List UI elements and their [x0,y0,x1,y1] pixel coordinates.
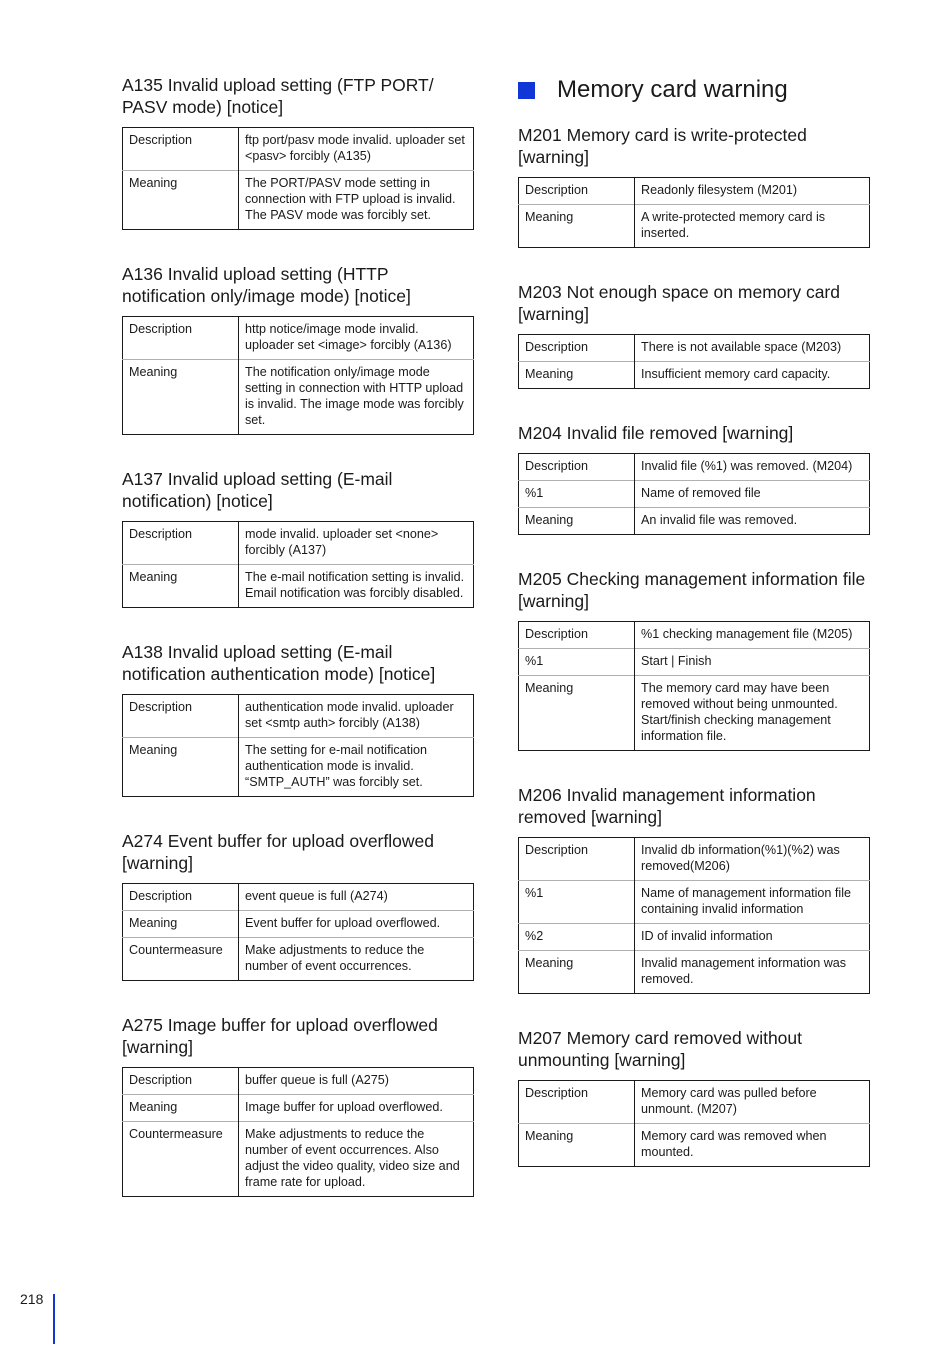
row-value: The memory card may have been removed without being unmounted. Start/finish checking management information file. [635,676,870,751]
message-table [518,1080,870,1167]
row-value: mode invalid. uploader set <none> forcibly (A137) [245,527,439,557]
table-row [519,335,870,362]
row-value: Name of removed file [635,481,870,508]
table-row [519,178,870,205]
row-value: Image buffer for upload overflowed. [239,1095,474,1122]
table-row [519,881,870,924]
row-label: Description [123,1068,239,1095]
row-label: Meaning [519,676,635,751]
entry-title: A138 Invalid upload setting (E-mail notification authentication mode) [notice] [122,642,436,684]
table-row [519,362,870,389]
row-label: %2 [519,924,635,951]
row-value: Memory card was pulled before unmount. (M207) [641,1086,817,1116]
row-value: Invalid file (%1) was removed. (M204) [641,459,853,473]
entry-title: M204 Invalid file removed [warning] [518,423,794,443]
message-table [518,334,870,389]
row-value: event queue is full (A274) [245,889,388,903]
row-label: Description [519,1081,635,1124]
row-label: Meaning [123,171,239,230]
entry-title: M205 Checking management information file [warning] [518,569,866,611]
section-a137 [122,468,474,608]
table-row [519,622,870,649]
table-row [123,565,474,608]
row-value: A write-protected memory card is inserted. [635,205,870,248]
table-row [123,128,474,171]
row-label: Description [519,622,635,649]
row-value: Event buffer for upload overflowed. [239,911,474,938]
entry-title: M207 Memory card removed without unmounting [warning] [518,1028,802,1070]
message-table [122,694,474,797]
entry-title: A135 Invalid upload setting (FTP PORT/ PASV mode) [notice] [122,75,434,117]
row-label: Description [519,335,635,362]
message-table [518,621,870,751]
row-value: Start | Finish [635,649,870,676]
row-label: Description [123,128,239,171]
row-label: Meaning [519,951,635,994]
table-row [519,508,870,535]
row-label: Meaning [519,508,635,535]
row-label: Description [123,695,239,738]
entry-title: A275 Image buffer for upload overflowed [warning] [122,1015,438,1057]
section-m207 [518,1027,870,1167]
entry-title: A136 Invalid upload setting (HTTP notification only/image mode) [notice] [122,264,411,306]
row-value: Readonly filesystem (M201) [641,183,798,197]
section-a135 [122,74,474,230]
table-row [123,938,474,981]
row-label: Description [123,884,239,911]
table-row [123,317,474,360]
message-table [122,521,474,608]
row-value: Name of management information file containing invalid information [635,881,870,924]
row-label: Description [519,454,635,481]
section-heading [518,76,870,104]
row-value: authentication mode invalid. uploader set <smtp auth> forcibly (A138) [245,700,454,730]
row-value: The setting for e-mail notification authentication mode is invalid. “SMTP_AUTH” was forcibly set. [239,738,474,797]
section-m205 [518,568,870,751]
message-table [518,837,870,994]
row-label: Countermeasure [123,1122,239,1197]
row-value: Make adjustments to reduce the number of event occurrences. [239,938,474,981]
section-m204 [518,422,870,535]
right-column [518,74,870,1167]
row-value: Invalid db information(%1)(%2) was removed(M206) [641,843,840,873]
table-row [519,951,870,994]
section-m206 [518,784,870,994]
table-row [519,481,870,508]
row-label: Meaning [519,1124,635,1167]
row-value: http notice/image mode invalid. uploader set <image> forcibly (A136) [245,322,452,352]
message-table [122,883,474,981]
table-row [519,454,870,481]
row-label: Meaning [123,565,239,608]
section-m203 [518,281,870,389]
message-table [122,1067,474,1197]
row-value: Make adjustments to reduce the number of event occurrences. Also adjust the video quality, video size and frame rate for upload. [239,1122,474,1197]
row-value: The PORT/PASV mode setting in connection with FTP upload is invalid. The PASV mode was forcibly set. [239,171,474,230]
row-label: Meaning [123,911,239,938]
row-label: Countermeasure [123,938,239,981]
message-table [518,453,870,535]
row-value: Memory card was removed when mounted. [635,1124,870,1167]
table-row [123,360,474,435]
entry-title: A137 Invalid upload setting (E-mail notification) [notice] [122,469,393,511]
table-row [123,1122,474,1197]
section-m201 [518,124,870,248]
table-row [123,911,474,938]
table-row [519,1124,870,1167]
table-row [123,171,474,230]
entry-title: M206 Invalid management information removed [warning] [518,785,816,827]
section-a275 [122,1014,474,1197]
table-row [519,205,870,248]
row-value: ID of invalid information [635,924,870,951]
table-row [519,649,870,676]
entry-title: A274 Event buffer for upload overflowed [warning] [122,831,434,873]
table-row [123,1068,474,1095]
section-a274 [122,830,474,981]
message-table [518,177,870,248]
section-heading-title: Memory card warning [557,76,788,103]
table-row [519,676,870,751]
section-a136 [122,263,474,435]
table-row [519,1081,870,1124]
row-value: There is not available space (M203) [641,340,842,354]
row-label: Description [123,317,239,360]
row-value: buffer queue is full (A275) [245,1073,389,1087]
table-row [123,738,474,797]
row-value: The notification only/image mode setting in connection with HTTP upload is invalid. The image mode was forcibly set. [239,360,474,435]
table-row [123,522,474,565]
table-row [519,924,870,951]
message-table [122,127,474,230]
table-row [123,884,474,911]
row-label: Description [519,178,635,205]
entry-title: M201 Memory card is write-protected [warning] [518,125,807,167]
message-table [122,316,474,435]
entry-title: M203 Not enough space on memory card [warning] [518,282,840,324]
row-label: Meaning [123,1095,239,1122]
row-label: Meaning [519,205,635,248]
row-value: Insufficient memory card capacity. [635,362,870,389]
row-label: Meaning [123,360,239,435]
row-value: The e-mail notification setting is invalid. Email notification was forcibly disabled. [239,565,474,608]
row-label: Description [123,522,239,565]
table-row [123,695,474,738]
table-row [519,838,870,881]
table-row [123,1095,474,1122]
left-column [122,74,474,1197]
row-value: %1 checking management file (M205) [641,627,853,641]
row-label: Meaning [519,362,635,389]
row-label: Meaning [123,738,239,797]
square-bullet-icon [518,82,535,99]
row-label: %1 [519,649,635,676]
row-value: Invalid management information was removed. [635,951,870,994]
page-number: 218 [20,1291,44,1307]
row-value: An invalid file was removed. [635,508,870,535]
section-a138 [122,641,474,797]
row-label: %1 [519,481,635,508]
row-value: ftp port/pasv mode invalid. uploader set <pasv> forcibly (A135) [245,133,465,163]
page-number-rule [53,1294,55,1344]
row-label: %1 [519,881,635,924]
row-label: Description [519,838,635,881]
